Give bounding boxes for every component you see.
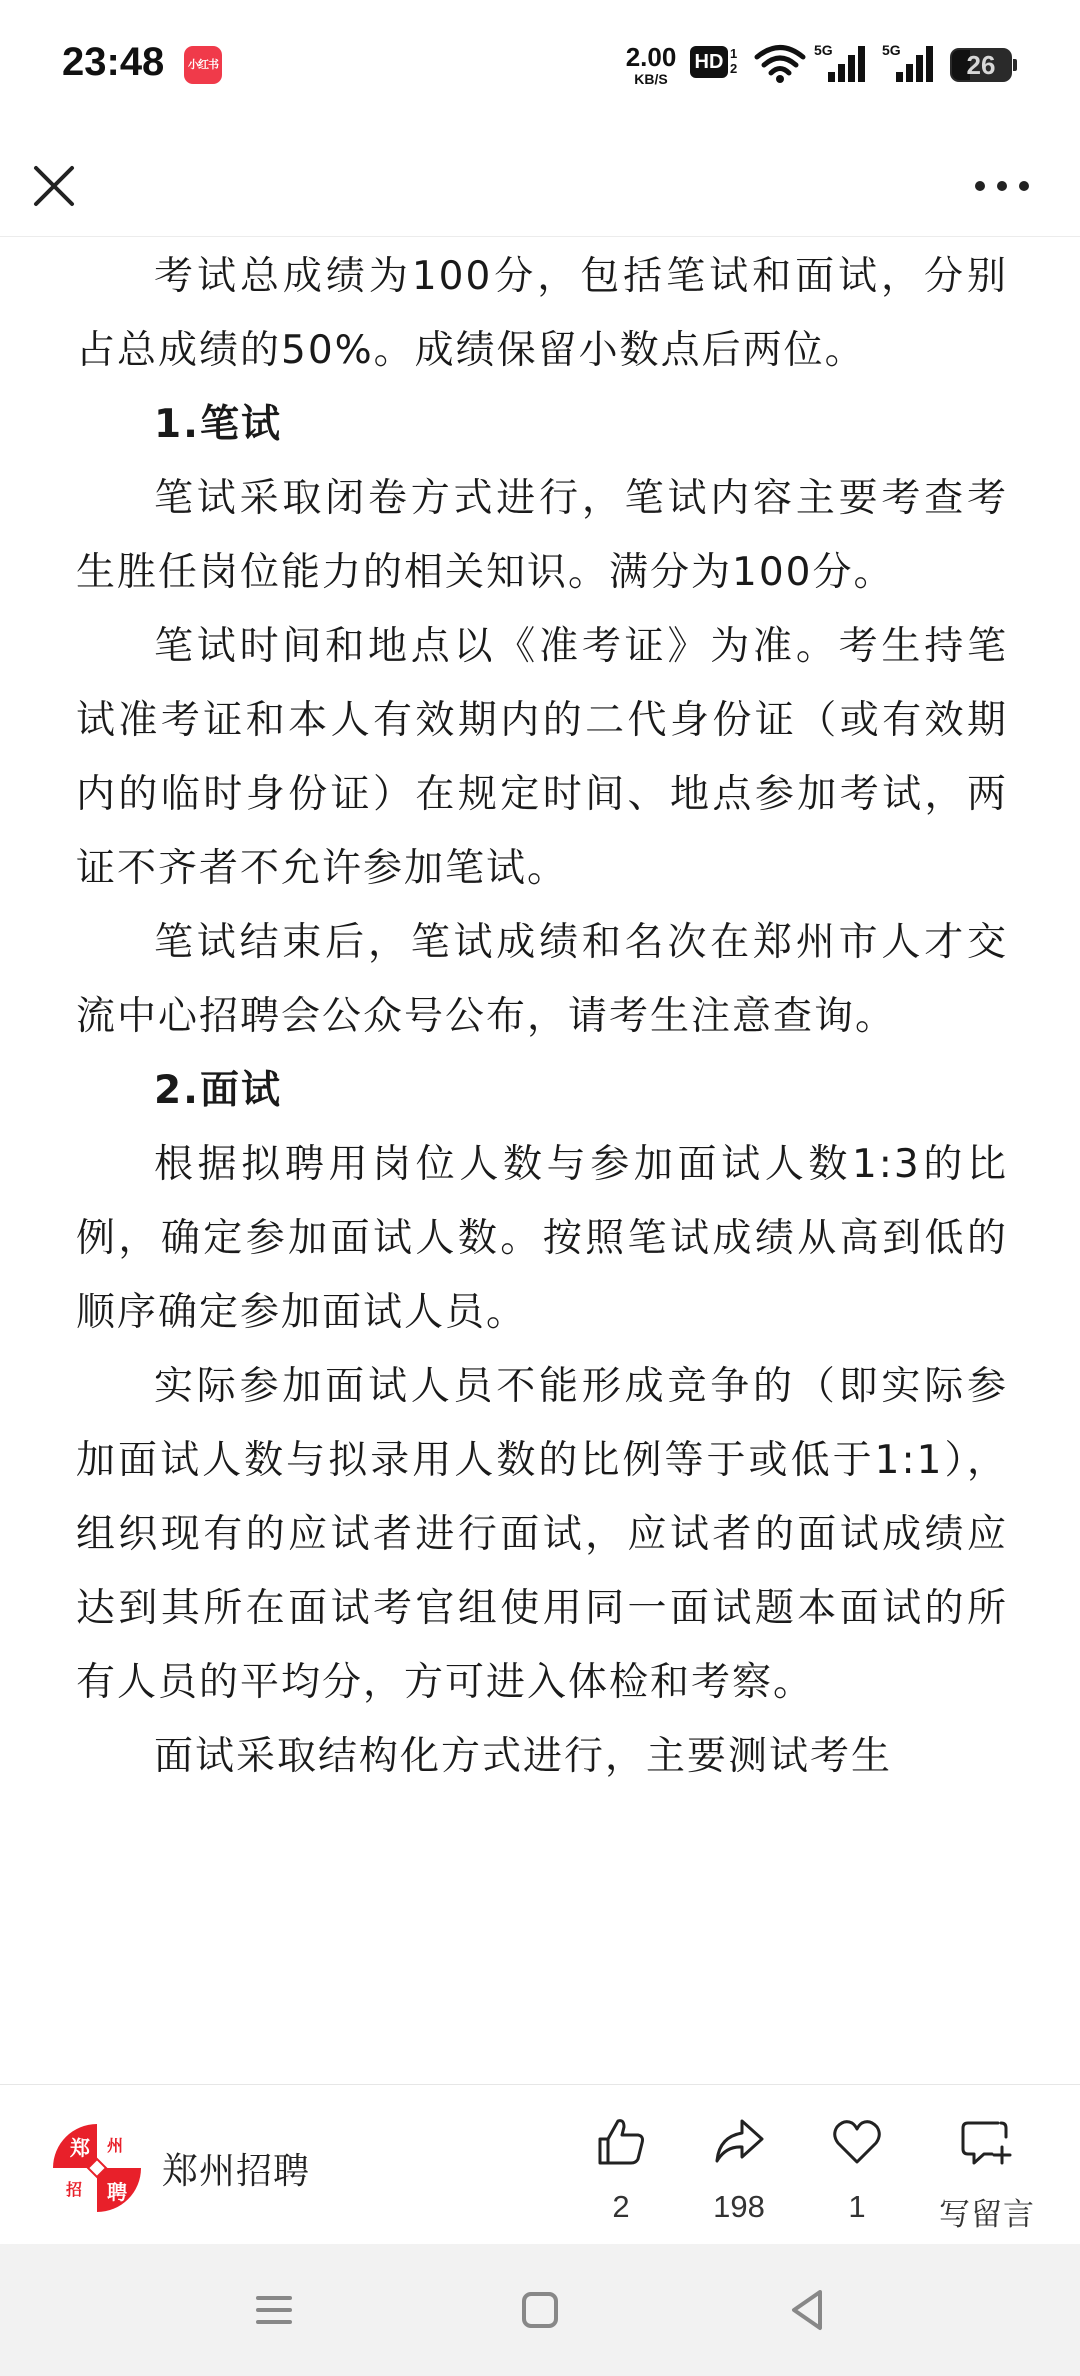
comment-add-icon [958,2115,1016,2169]
logo-char: 聘 [107,2180,127,2204]
recent-apps-button[interactable] [244,2284,304,2336]
home-button[interactable] [510,2284,570,2336]
section-heading-written-exam: 1.笔试 [154,402,282,447]
logo-char: 州 [107,2136,124,2155]
more-options-button[interactable] [970,162,1034,210]
thumbs-up-icon [594,2115,648,2169]
status-time: 23:48 [62,40,165,84]
share-icon [712,2115,766,2169]
like-button[interactable] [566,2115,676,2225]
home-icon [510,2284,570,2336]
article-paragraph: 面试采取结构化方式进行，主要测试考生 [154,1734,893,1779]
like-count: 2 [612,2189,630,2224]
app-notification-icon: 小红书 [184,46,222,84]
hd-sub-bottom: 2 [730,61,738,76]
signal-2-label: 5G [882,42,901,58]
back-button[interactable] [778,2284,838,2336]
wifi-icon [754,44,806,84]
battery-icon [950,48,1012,82]
article-paragraph: 笔试时间和地点以《准考证》为准。考生持笔试准考证和本人有效期内的二代身份证（或有效期内的临时身份证）在规定时间、地点参加考试，两证不齐者不允许参加笔试。 [76,624,1008,891]
favorite-count: 1 [848,2189,866,2224]
write-comment-label: 写留言 [939,2197,1035,2233]
article-paragraph: 根据拟聘用岗位人数与参加面试人数1:3的比例，确定参加面试人数。按照笔试成绩从高到低的顺序确定参加面试人员。 [76,1142,1008,1335]
hd-sub-top: 1 [730,46,738,61]
heart-icon [830,2115,884,2169]
article-paragraph: 笔试采取闭卷方式进行，笔试内容主要考查考生胜任岗位能力的相关知识。满分为100分。 [76,476,1008,595]
share-button[interactable] [684,2115,794,2225]
system-navigation-bar [0,2244,1080,2376]
article-body [76,240,1008,2082]
account-avatar[interactable] [52,2123,142,2213]
back-icon [778,2284,838,2336]
close-icon [30,162,78,210]
close-button[interactable] [30,162,78,210]
network-speed-unit: KB/S [634,71,668,87]
status-bar [0,0,1080,130]
menu-icon [244,2284,304,2336]
more-icon [970,162,1034,210]
logo-char: 郑 [70,2136,90,2160]
top-nav-bar [0,130,1080,237]
battery-level: 26 [966,50,996,80]
article-paragraph: 考试总成绩为100分，包括笔试和面试，分别占总成绩的50%。成绩保留小数点后两位。 [76,254,1008,373]
hd-sub-label [730,46,737,76]
account-name[interactable]: 郑州招聘 [162,2151,311,2192]
signal-1-label: 5G [814,42,833,58]
favorite-button[interactable] [802,2115,912,2225]
article-paragraph: 笔试结束后，笔试成绩和名次在郑州市人才交流中心招聘会公众号公布，请考生注意查询。 [76,920,1008,1039]
hd-icon: HD [690,46,728,78]
logo-char: 招 [66,2180,83,2199]
network-speed-value: 2.00 [625,42,677,72]
section-heading-interview: 2.面试 [154,1068,282,1113]
article-paragraph: 实际参加面试人员不能形成竞争的（即实际参加面试人数与拟录用人数的比例等于或低于1:1），组织现有的应试者进行面试，应试者的面试成绩应达到其所在面试考官组使用同一面试题本面试的所有人员的平均分，方可进入体检和考察。 [76,1364,1008,1705]
share-count: 198 [713,2189,765,2224]
bottom-action-bar [0,2084,1080,2245]
write-comment-button[interactable] [922,2115,1052,2234]
network-speed [620,44,682,86]
